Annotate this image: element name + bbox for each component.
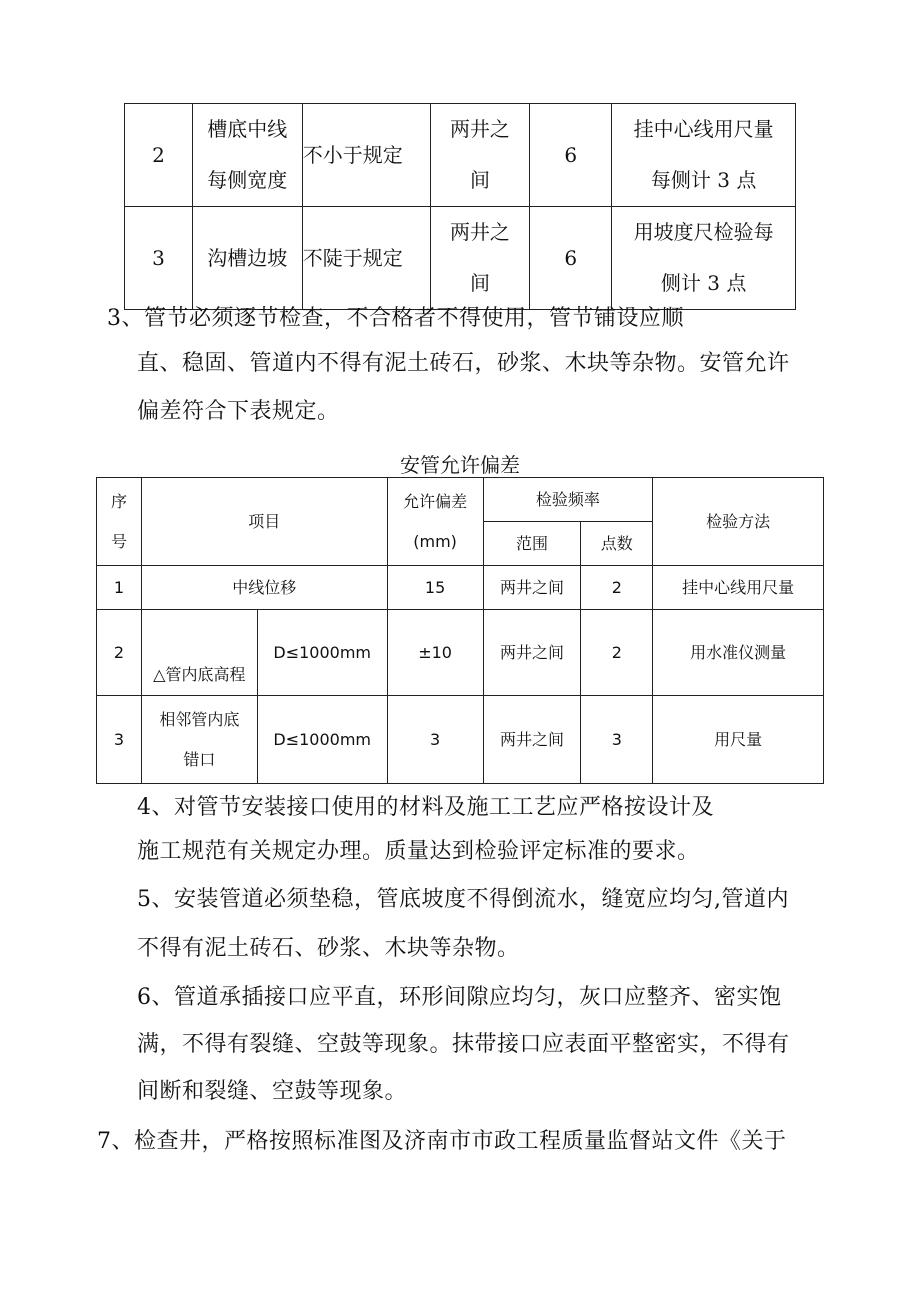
item-cell [192, 104, 302, 207]
method-line: 挂中心线用尺量 [633, 117, 774, 141]
spec-cell: D≤1000mm [257, 610, 387, 696]
table-row [125, 104, 796, 207]
row-number: 2 [125, 104, 193, 207]
method-line: 用坡度尺检验每 [633, 220, 774, 244]
tolerance-cell: 15 [387, 566, 483, 610]
table-row [97, 566, 824, 610]
row-number: 1 [97, 566, 142, 610]
para5-line2: 不得有泥土砖石、砂浆、木块等杂物。 [137, 936, 520, 961]
range-cell: 两井之间 [483, 696, 581, 784]
points-cell: 6 [530, 207, 612, 310]
header-tolerance-line: (mm) [413, 531, 457, 551]
para3-line2: 直、稳固、管道内不得有泥土砖石，砂浆、木块等杂物。安管允许 [137, 351, 790, 376]
para6-line1: 6、管道承插接口应平直，环形间隙应均匀，灰口应整齐、密实饱 [137, 985, 782, 1010]
range-cell [430, 104, 530, 207]
method-line: 侧计 3 点 [660, 271, 747, 295]
row-number: 3 [125, 207, 193, 310]
item-line: 错口 [183, 749, 216, 769]
range-cell: 两井之间 [483, 566, 581, 610]
method-cell: 用水准仪测量 [653, 610, 824, 696]
table-row [125, 207, 796, 310]
range-cell [430, 207, 530, 310]
method-cell [612, 104, 796, 207]
points-cell: 2 [581, 610, 653, 696]
item-cell: 中线位移 [141, 566, 387, 610]
para5-line1: 5、安装管道必须垫稳，管底坡度不得倒流水，缝宽应均匀,管道内 [137, 887, 789, 912]
range-line: 间 [469, 168, 490, 192]
item-cell [141, 696, 257, 784]
table-title: 安管允许偏差 [400, 453, 520, 477]
tolerance-cell: 不小于规定 [302, 104, 430, 207]
row-number: 2 [97, 610, 142, 696]
para6-line2: 满，不得有裂缝、空鼓等现象。抹带接口应表面平整密实，不得有 [137, 1032, 790, 1057]
header-points: 点数 [581, 522, 653, 566]
points-cell: 6 [530, 104, 612, 207]
trench-table [124, 103, 796, 310]
method-cell: 用尺量 [653, 696, 824, 784]
para4-line2: 施工规范有关规定办理。质量达到检验评定标准的要求。 [137, 839, 700, 864]
table-row [97, 696, 824, 784]
para7-line1: 7、检查井，严格按照标准图及济南市市政工程质量监督站文件《关于 [97, 1129, 787, 1154]
header-item: 项目 [141, 478, 387, 566]
para3-line3: 偏差符合下表规定。 [137, 399, 340, 424]
method-cell: 挂中心线用尺量 [653, 566, 824, 610]
para4-line1: 4、对管节安装接口使用的材料及施工工艺应严格按设计及 [137, 795, 714, 820]
header-no-line: 序 [110, 491, 127, 511]
item-line: 相邻管内底 [159, 709, 240, 729]
header-range: 范围 [483, 522, 581, 566]
item-cell: △管内底高程 [141, 610, 257, 696]
tolerance-cell: ±10 [387, 610, 483, 696]
points-cell: 3 [581, 696, 653, 784]
para6-line3: 间断和裂缝、空鼓等现象。 [137, 1079, 408, 1104]
tolerance-cell: 不陡于规定 [302, 207, 430, 310]
method-cell [612, 207, 796, 310]
row-number: 3 [97, 696, 142, 784]
range-line: 两井之 [449, 220, 510, 244]
range-cell: 两井之间 [483, 610, 581, 696]
header-frequency: 检验频率 [483, 478, 653, 522]
header-tolerance-line: 允许偏差 [403, 491, 468, 511]
spec-cell: D≤1000mm [257, 696, 387, 784]
tolerance-cell: 3 [387, 696, 483, 784]
points-cell: 2 [581, 566, 653, 610]
table-row [97, 610, 824, 696]
pipe-tolerance-table [96, 477, 824, 784]
header-no-line: 号 [110, 531, 127, 551]
header-no [97, 478, 142, 566]
item-line: 槽底中线 [207, 117, 288, 141]
item-cell: 沟槽边坡 [192, 207, 302, 310]
range-line: 间 [469, 271, 490, 295]
method-line: 每侧计 3 点 [650, 168, 757, 192]
item-line: 每侧宽度 [207, 168, 288, 192]
header-method: 检验方法 [653, 478, 824, 566]
range-line: 两井之 [449, 117, 510, 141]
header-tolerance [387, 478, 483, 566]
para3-line1: 3、管节必须逐节检查，不合格者不得使用，管节铺设应顺 [107, 306, 684, 331]
